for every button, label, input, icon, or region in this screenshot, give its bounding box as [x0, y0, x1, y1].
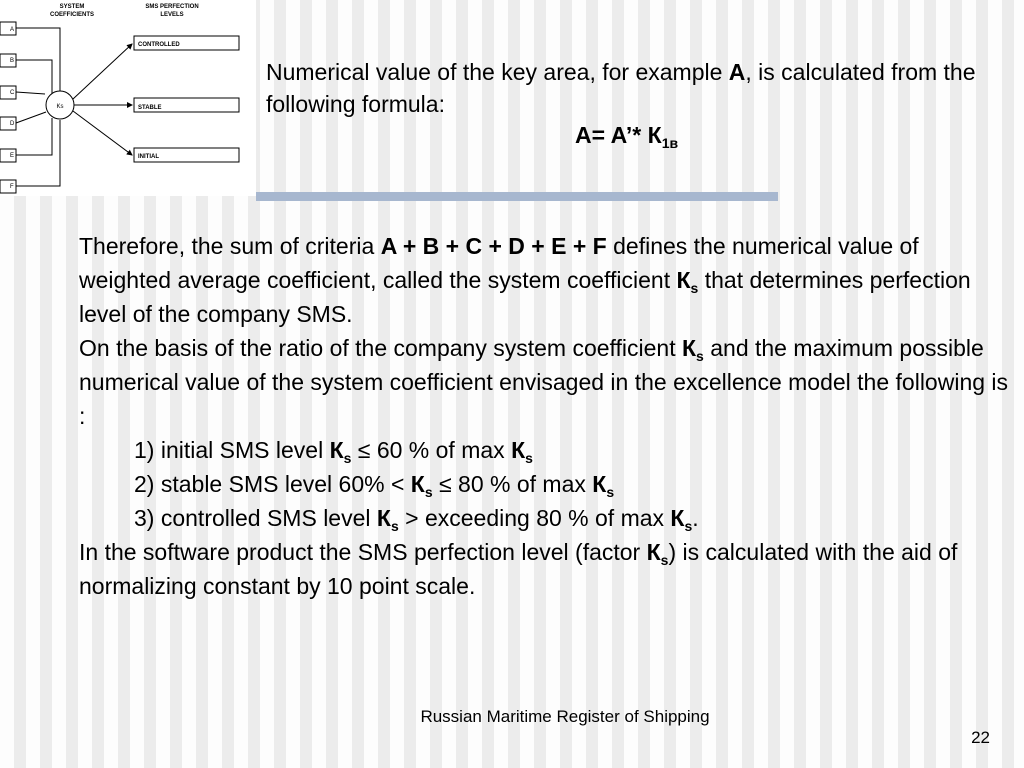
formula	[575, 122, 678, 149]
svg-text:F: F	[10, 184, 14, 190]
input-box-c	[0, 86, 16, 99]
svg-text:CONTROLLED: CONTROLLED	[138, 42, 180, 48]
p2-text-a: On the basis of the ratio of the company system coefficient	[79, 335, 682, 361]
formula-main: A= A’* К	[575, 122, 662, 148]
svg-text:E: E	[10, 153, 15, 159]
p1-criteria: A + B + C + D + E + F	[380, 233, 607, 259]
p1-text-c: defines the numerical value of weighted average coefficient, called the system coefficient	[79, 233, 919, 293]
p2-ks: $К_s$	[682, 335, 704, 364]
input-box-f	[0, 180, 16, 193]
input-box-e	[0, 149, 16, 162]
paragraph-sum	[79, 229, 1014, 331]
body-text	[79, 229, 1014, 603]
p1-text-a: Therefore, the sum of criteria	[79, 233, 381, 259]
level-box-initial	[134, 148, 239, 162]
svg-text:B: B	[10, 58, 15, 64]
input-box-b	[0, 54, 16, 67]
svg-text:INITIAL: INITIAL	[138, 154, 159, 160]
formula-subscript: 1в	[661, 135, 679, 151]
page-number: 22	[971, 728, 990, 747]
list-item-stable: 2) stable SMS level $60\% < К_s \le 80$ % of $\max К_s$	[134, 471, 615, 500]
intro-key: A	[728, 59, 746, 85]
p2-text-b: and the maximum possible numerical value of the system coefficient envisaged in the excellence model the following is :	[79, 335, 1009, 429]
level-box-controlled	[134, 36, 239, 50]
svg-text:A: A	[10, 27, 15, 33]
diagram-header-right-1: SMS PERFECTION	[145, 4, 199, 10]
intro-part2: , is calculated from the following formula:	[266, 59, 976, 117]
svg-text:Ks: Ks	[56, 104, 64, 110]
svg-text:C: C	[10, 90, 15, 96]
section-divider	[256, 192, 778, 201]
p1-ks: $К_s$	[676, 267, 699, 296]
svg-text:STABLE: STABLE	[138, 105, 162, 111]
footer-organization: Russian Maritime Register of Shipping	[420, 707, 710, 726]
diagram-header-right-2: LEVELS	[160, 12, 184, 18]
input-box-d	[0, 117, 16, 130]
svg-text:D: D	[10, 121, 15, 127]
paragraph-ratio	[79, 331, 1014, 433]
diagram-header-left-1: SYSTEM	[59, 4, 85, 10]
list-item-initial: 1) initial SMS level $К_s \le 60$ % of $\max К_s$	[134, 437, 533, 466]
paragraph-software: In the software product the SMS perfection level (factor $К_s$) is calculated with the aid of normalizing constant by 10 point scale.	[79, 539, 958, 599]
intro-text	[266, 56, 986, 120]
p1-text-d: that determines perfection level of the company SMS.	[79, 267, 971, 327]
diagram-graphic	[0, 0, 256, 196]
input-box-a	[0, 22, 16, 35]
ks-node	[46, 91, 74, 119]
output-connectors	[73, 44, 132, 155]
diagram-header-left-2: COEFFICIENTS	[49, 12, 95, 18]
coefficient-diagram	[0, 0, 256, 196]
intro-part1: Numerical value of the key area, for example	[266, 59, 729, 85]
level-box-stable	[134, 98, 239, 112]
list-item-controlled: 3) controlled SMS level $К_s$ > exceeding 80 % of $\max К_s$.	[134, 505, 699, 534]
